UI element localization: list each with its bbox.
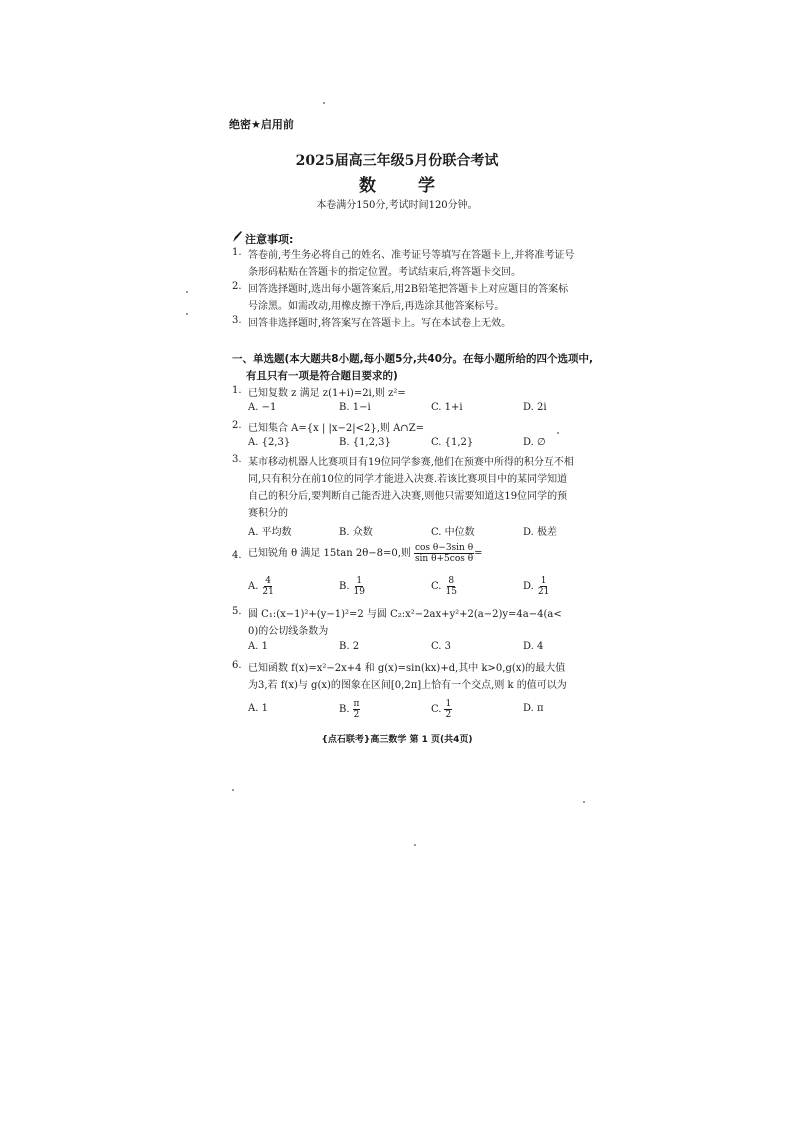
option-c: C. 1+i [431, 402, 463, 413]
option-a: A. 1 [248, 641, 268, 652]
option-c [431, 576, 458, 597]
fraction-numerator: 8 [448, 576, 455, 586]
question-line: 赛积分的 [248, 508, 288, 519]
option-c [431, 699, 452, 720]
option-d: D. 极差 [523, 527, 558, 538]
question-number: 3. [232, 454, 242, 465]
question-number: 5. [232, 606, 242, 617]
option-c: C. {1,2} [431, 437, 474, 448]
notice-number: 1. [232, 247, 242, 258]
option-d: D. π [523, 703, 544, 714]
exam-meta: 本卷满分150分,考试时间120分钟。 [316, 200, 478, 211]
exam-title: 2025届高三年级5月份联合考试 [295, 153, 499, 169]
option-d [523, 576, 550, 597]
fraction [444, 576, 457, 597]
scan-speck [232, 789, 234, 791]
option-a: A. −1 [248, 402, 277, 413]
fraction-numerator: 4 [265, 576, 271, 586]
question-line: 已知函数 f(x)=x²−2x+4 和 g(x)=sin(kx)+d,其中 k>0,g(x)的最大值 [248, 663, 566, 674]
notice-number: 2. [232, 281, 242, 292]
page-footer: {点石联考}高三数学 第 1 页(共4页) [321, 735, 473, 745]
option-c: C. 3 [431, 641, 452, 652]
option-label: A. [248, 581, 259, 592]
option-b: B. 众数 [339, 527, 373, 538]
notice-number: 3. [232, 315, 242, 326]
fraction-denominator: 2 [445, 710, 452, 720]
fraction [353, 699, 361, 720]
fraction-denominator: 15 [445, 587, 457, 597]
option-c: C. 中位数 [431, 527, 475, 538]
question-number: 6. [232, 660, 242, 671]
question-stem [248, 543, 483, 565]
section-line: 有且只有一项是符合题目要求的) [246, 370, 398, 382]
confidential-label: 绝密★启用前 [229, 118, 294, 131]
option-a [248, 576, 275, 597]
option-b: B. {1,2,3} [339, 437, 391, 448]
option-label: D. [523, 581, 534, 592]
answer-options [248, 699, 568, 723]
option-label: C. [431, 704, 442, 715]
pen-icon [232, 231, 243, 246]
subject-title: 数 学 [359, 176, 453, 196]
fraction-numerator: 1 [445, 699, 452, 709]
notice-line: 条形码粘贴在答题卡的指定位置。考试结束后,将答题卡交回。 [248, 267, 522, 278]
option-label: C. [431, 581, 442, 592]
scan-speck [414, 844, 416, 846]
option-a: A. 1 [248, 703, 268, 714]
scan-speck [583, 801, 585, 803]
question-stem-tail: = [474, 548, 483, 559]
question-number: 2. [232, 420, 242, 431]
section-line: 一、单选题(本大题共8小题,每小题5分,共40分。在每小题所给的四个选项中, [232, 353, 593, 365]
question-line: 自己的积分后,要判断自己能否进入决赛,则他只需要知道这19位同学的预 [248, 491, 568, 502]
fraction-numerator: π [353, 699, 360, 709]
notice-line: 号涂黑。如需改动,用橡皮擦干净后,再选涂其他答案标号。 [248, 301, 505, 312]
question-line: 同,只有积分在前10位的同学才能进入决赛.若该比赛项目中的某同学知道 [248, 474, 568, 485]
option-d: D. 4 [523, 641, 544, 652]
fraction-numerator: 1 [540, 576, 547, 586]
question-stem: 已知复数 z 满足 z(1+i)=2i,则 z²= [248, 388, 406, 399]
section-heading [232, 351, 593, 385]
fraction [537, 576, 550, 597]
option-label: B. [339, 704, 350, 715]
fraction [353, 576, 366, 597]
fraction-numerator: 1 [356, 576, 363, 586]
notice-line: 回答非选择题时,将答案写在答题卡上。写在本试卷上无效。 [248, 318, 512, 329]
option-a: A. 平均数 [248, 527, 292, 538]
fraction-numerator: cos θ−3sin θ [414, 543, 474, 553]
question-number: 4. [232, 550, 242, 561]
question-stem: 已知集合 A={x | |x−2|<2},则 A∩Z= [248, 423, 425, 434]
question-number: 1. [232, 385, 242, 396]
option-b: B. 2 [339, 641, 360, 652]
option-label: B. [339, 581, 350, 592]
fraction [414, 543, 474, 564]
question-line: 某市移动机器人比赛项目有19位同学参赛,他们在预赛中所得的积分互不相 [248, 457, 574, 468]
question-line: 为3,若 f(x)与 g(x)的图象在区间[0,2π]上恰有一个交点,则 k 的值可以为 [248, 680, 567, 691]
option-a: A. {2,3} [248, 437, 291, 448]
answer-options [248, 437, 568, 453]
answer-options [248, 576, 568, 600]
answer-options [248, 402, 568, 418]
option-d: D. ∅ [523, 437, 546, 448]
option-b [339, 576, 366, 597]
scan-speck [323, 102, 325, 104]
notice-line: 回答选择题时,选出每小题答案后,用2B铅笔把答题卡上对应题目的答案标 [248, 284, 569, 295]
fraction-denominator: 19 [353, 587, 365, 597]
fraction-denominator: 21 [537, 587, 550, 597]
answer-options [248, 523, 568, 539]
notice-heading [232, 231, 293, 247]
fraction-denominator: 21 [262, 587, 274, 597]
fraction-denominator: 2 [353, 710, 360, 720]
scan-speck [557, 432, 559, 434]
question-stem-text: 已知锐角 θ 满足 15tan 2θ−8=0,则 [248, 548, 411, 559]
option-b: B. 1−i [339, 402, 371, 413]
fraction [261, 576, 274, 597]
answer-options [248, 641, 568, 657]
option-d: D. 2i [523, 402, 547, 413]
notice-line: 答卷前,考生务必将自己的姓名、准考证号等填写在答题卡上,并将准考证号 [248, 250, 575, 261]
notice-title: 注意事项: [245, 233, 294, 246]
scan-speck [186, 291, 188, 293]
scan-speck [186, 313, 188, 315]
fraction [444, 699, 452, 720]
fraction-denominator: sin θ+5cos θ [414, 554, 474, 564]
option-b [339, 699, 360, 720]
question-line: 圆 C₁:(x−1)²+(y−1)²=2 与圆 C₂:x²−2ax+y²+2(a−2)y=4a−4(a< [248, 609, 562, 620]
question-line: 0)的公切线条数为 [248, 626, 329, 637]
